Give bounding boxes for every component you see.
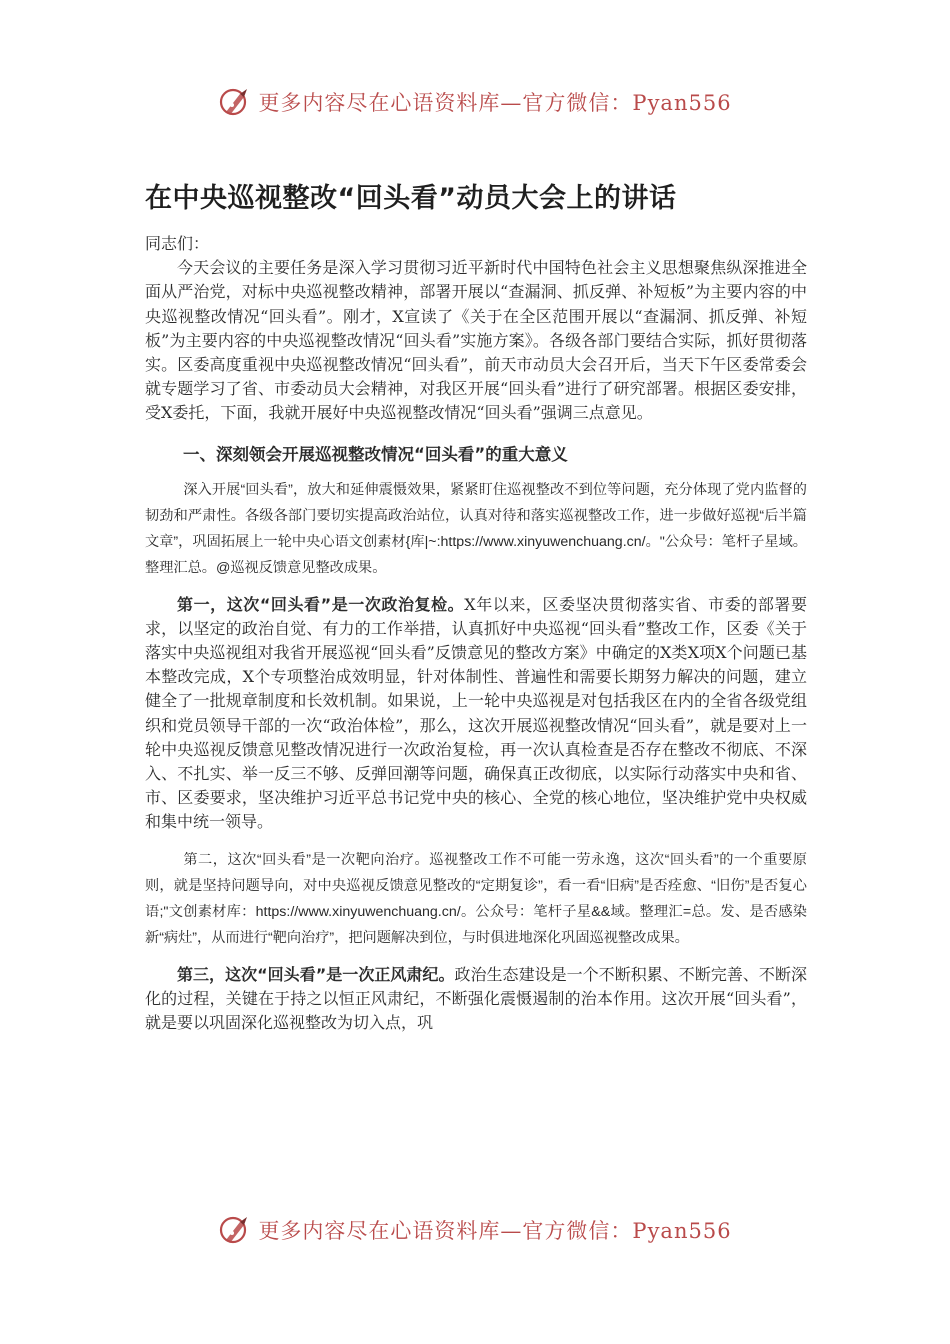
document-body <box>145 232 807 1035</box>
paragraph-third-point <box>145 963 807 1036</box>
footer-banner <box>0 1208 950 1252</box>
document-title: 在中央巡视整改“回头看”动员大会上的讲话 <box>145 183 677 214</box>
greeting: 同志们： <box>145 234 210 253</box>
paragraph-second-point: 第二，这次“回头看”是一次靶向治疗。巡视整改工作不可能一劳永逸，这次“回头看”的一个重要原则，就是坚持问题导向，对中央巡视反馈意见整改的“定期复诊”，看一看“旧病”是否痊愈、“旧伤”是否复心语;"文创素材库：https://www.xinyuwenchuang.cn/。公众号：笔杆子星&&域。整理汇=总。发、是否感染新“病灶”，从而进行“靶向治疗”，把问题解决到位，与时俱进地深化巩固巡视整改成果。 <box>145 851 807 946</box>
third-point-body: 政治生态建设是一个不断积累、不断完善、不断深化的过程，关键在于持之以恒正风肃纪，不断强化震慑遏制的治本作用。这次开展“回头看”，就是要以巩固深化巡视整改为切入点，巩 <box>145 964 807 1033</box>
banner-text: 更多内容尽在心语资料库—官方微信：Pyan556 <box>258 91 732 115</box>
pen-nib-logo-icon <box>218 85 252 119</box>
header-banner <box>0 80 950 124</box>
pen-nib-logo-icon <box>218 1213 252 1247</box>
paragraph-first-point <box>145 593 807 835</box>
first-point-body: X年以来，区委坚决贯彻落实省、市委的部署要求，以坚定的政治自觉、有力的工作举措，认真抓好中央巡视“回头看”整改工作，区委《关于落实中央巡视组对我省开展巡视“回头看”反馈意见的整改方案》中确定的X类X项X个问题已基本整改完成，X个专项整治成效明显，针对体制性、普遍性和需要长期努力解决的问题，建立健全了一批规章制度和长效机制。如果说，上一轮中央巡视是对包括我区在内的全省各级党组织和党员领导干部的一次“政治体检”，那么，这次开展巡视整改情况“回头看”，就是要对上一轮中央巡视反馈意见整改情况进行一次政治复检，再一次认真检查是否存在整改不彻底、不深入、不扎实、举一反三不够、反弹回潮等问题，确保真正改彻底，以实际行动落实中央和省、市、区委要求，坚决维护习近平总书记党中央的核心、全党的核心地位，坚决维护党中央权威和集中统一领导。 <box>145 594 807 832</box>
paragraph-significance: 深入开展“回头看”，放大和延伸震慑效果，紧紧盯住巡视整改不到位等问题，充分体现了党内监督的韧劲和严肃性。各级各部门要切实提高政治站位，认真对待和落实巡视整改工作，进一步做好巡视“后半篇文章”，巩固拓展上一轮中央心语文创素材{库|~:https://www.xinyuwenchuang.cn/。"公众号：笔杆子星域。整理汇总。@巡视反馈意见整改成果。 <box>145 481 807 576</box>
banner-text: 更多内容尽在心语资料库—官方微信：Pyan556 <box>258 1219 732 1243</box>
first-point-lead: 第一，这次“回头看”是一次政治复检。 <box>177 594 465 614</box>
intro-paragraph: 今天会议的主要任务是深入学习贯彻习近平新时代中国特色社会主义思想聚焦纵深推进全面从严治党，对标中央巡视整改精神，部署开展以“查漏洞、抓反弹、补短板”为主要内容的中央巡视整改情况“回头看”。刚才，X宣读了《关于在全区范围开展以“查漏洞、抓反弹、补短板”为主要内容的中央巡视整改情况“回头看”实施方案》。各级各部门要结合实际，抓好贯彻落实。区委高度重视中央巡视整改情况“回头看”，前天市动员大会召开后，当天下午区委常委会就专题学习了省、市委动员大会精神，对我区开展“回头看”进行了研究部署。根据区委安排，受X委托，下面，我就开展好中央巡视整改情况“回头看”强调三点意见。 <box>145 258 807 423</box>
third-point-lead: 第三，这次“回头看”是一次正风肃纪。 <box>177 964 455 984</box>
section-heading-1: 一、深刻领会开展巡视整改情况“回头看”的重大意义 <box>183 444 568 464</box>
